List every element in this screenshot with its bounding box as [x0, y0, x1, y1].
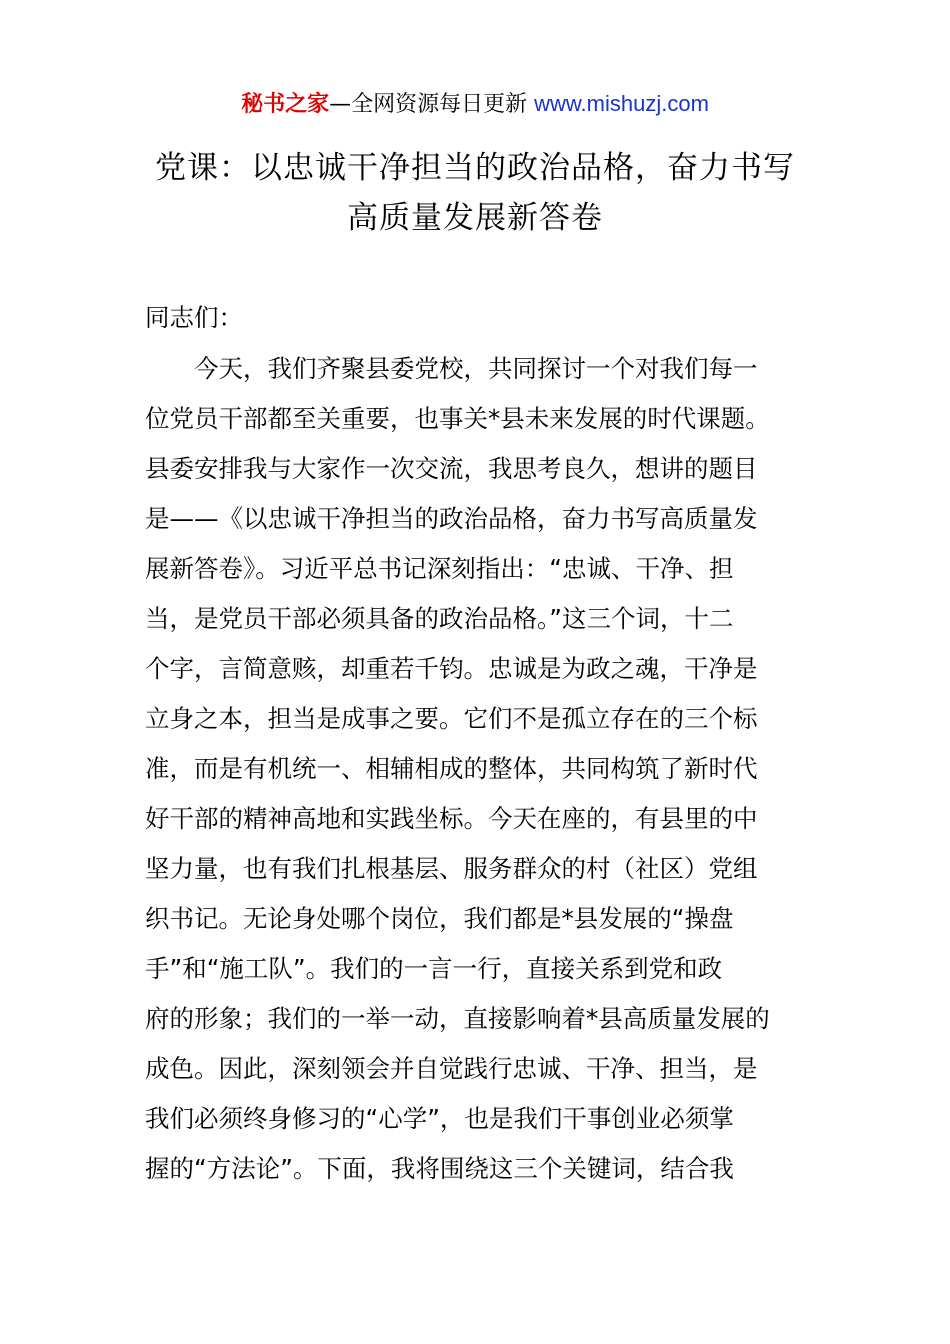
header-tagline: —全网资源每日更新: [329, 92, 535, 117]
title-line-2: 高质量发展新答卷: [347, 200, 603, 236]
body-line: 当，是党员干部必须具备的政治品格。”这三个词，十二: [145, 604, 734, 633]
brand-name: 秘书之家: [241, 92, 330, 117]
body-line: 成色。因此，深刻领会并自觉践行忠诚、干净、担当，是: [145, 1054, 758, 1083]
body-line: 织书记。无论身处哪个岗位，我们都是*县发展的“操盘: [145, 904, 734, 933]
body-line: 立身之本，担当是成事之要。它们不是孤立存在的三个标: [145, 704, 758, 733]
site-url-link[interactable]: www.mishuzj.com: [534, 91, 709, 116]
site-header: [0, 86, 950, 123]
body-line: 准，而是有机统一、相辅相成的整体，共同构筑了新时代: [145, 754, 758, 783]
body-line: 位党员干部都至关重要，也事关*县未来发展的时代课题。: [145, 404, 770, 433]
body-line: 手”和“施工队”。我们的一言一行，直接关系到党和政: [145, 954, 723, 983]
salutation: 同志们：: [145, 303, 243, 332]
title-line-1: 党课：以忠诚干净担当的政治品格，奋力书写: [155, 150, 795, 186]
body-line: 我们必须终身修习的“心学”，也是我们干事创业必须掌: [145, 1104, 734, 1133]
body-line: 今天，我们齐聚县委党校，共同探讨一个对我们每一: [194, 354, 758, 383]
body-line: 握的“方法论”。下面，我将围绕这三个关键词，结合我: [145, 1154, 734, 1183]
body-line: 府的形象；我们的一举一动，直接影响着*县高质量发展的: [145, 1004, 770, 1033]
body-paragraph: [145, 344, 815, 1194]
document-title: [120, 143, 830, 243]
body-line: 坚力量，也有我们扎根基层、服务群众的村（社区）党组: [145, 854, 758, 883]
body-line: 是——《以忠诚干净担当的政治品格，奋力书写高质量发: [145, 504, 758, 533]
body-line: 个字，言简意赅，却重若千钧。忠诚是为政之魂，干净是: [145, 654, 758, 683]
body-line: 展新答卷》。习近平总书记深刻指出：“忠诚、干净、担: [145, 554, 734, 583]
body-line: 县委安排我与大家作一次交流，我思考良久，想讲的题目: [145, 454, 758, 483]
body-line: 好干部的精神高地和实践坐标。今天在座的，有县里的中: [145, 804, 758, 833]
